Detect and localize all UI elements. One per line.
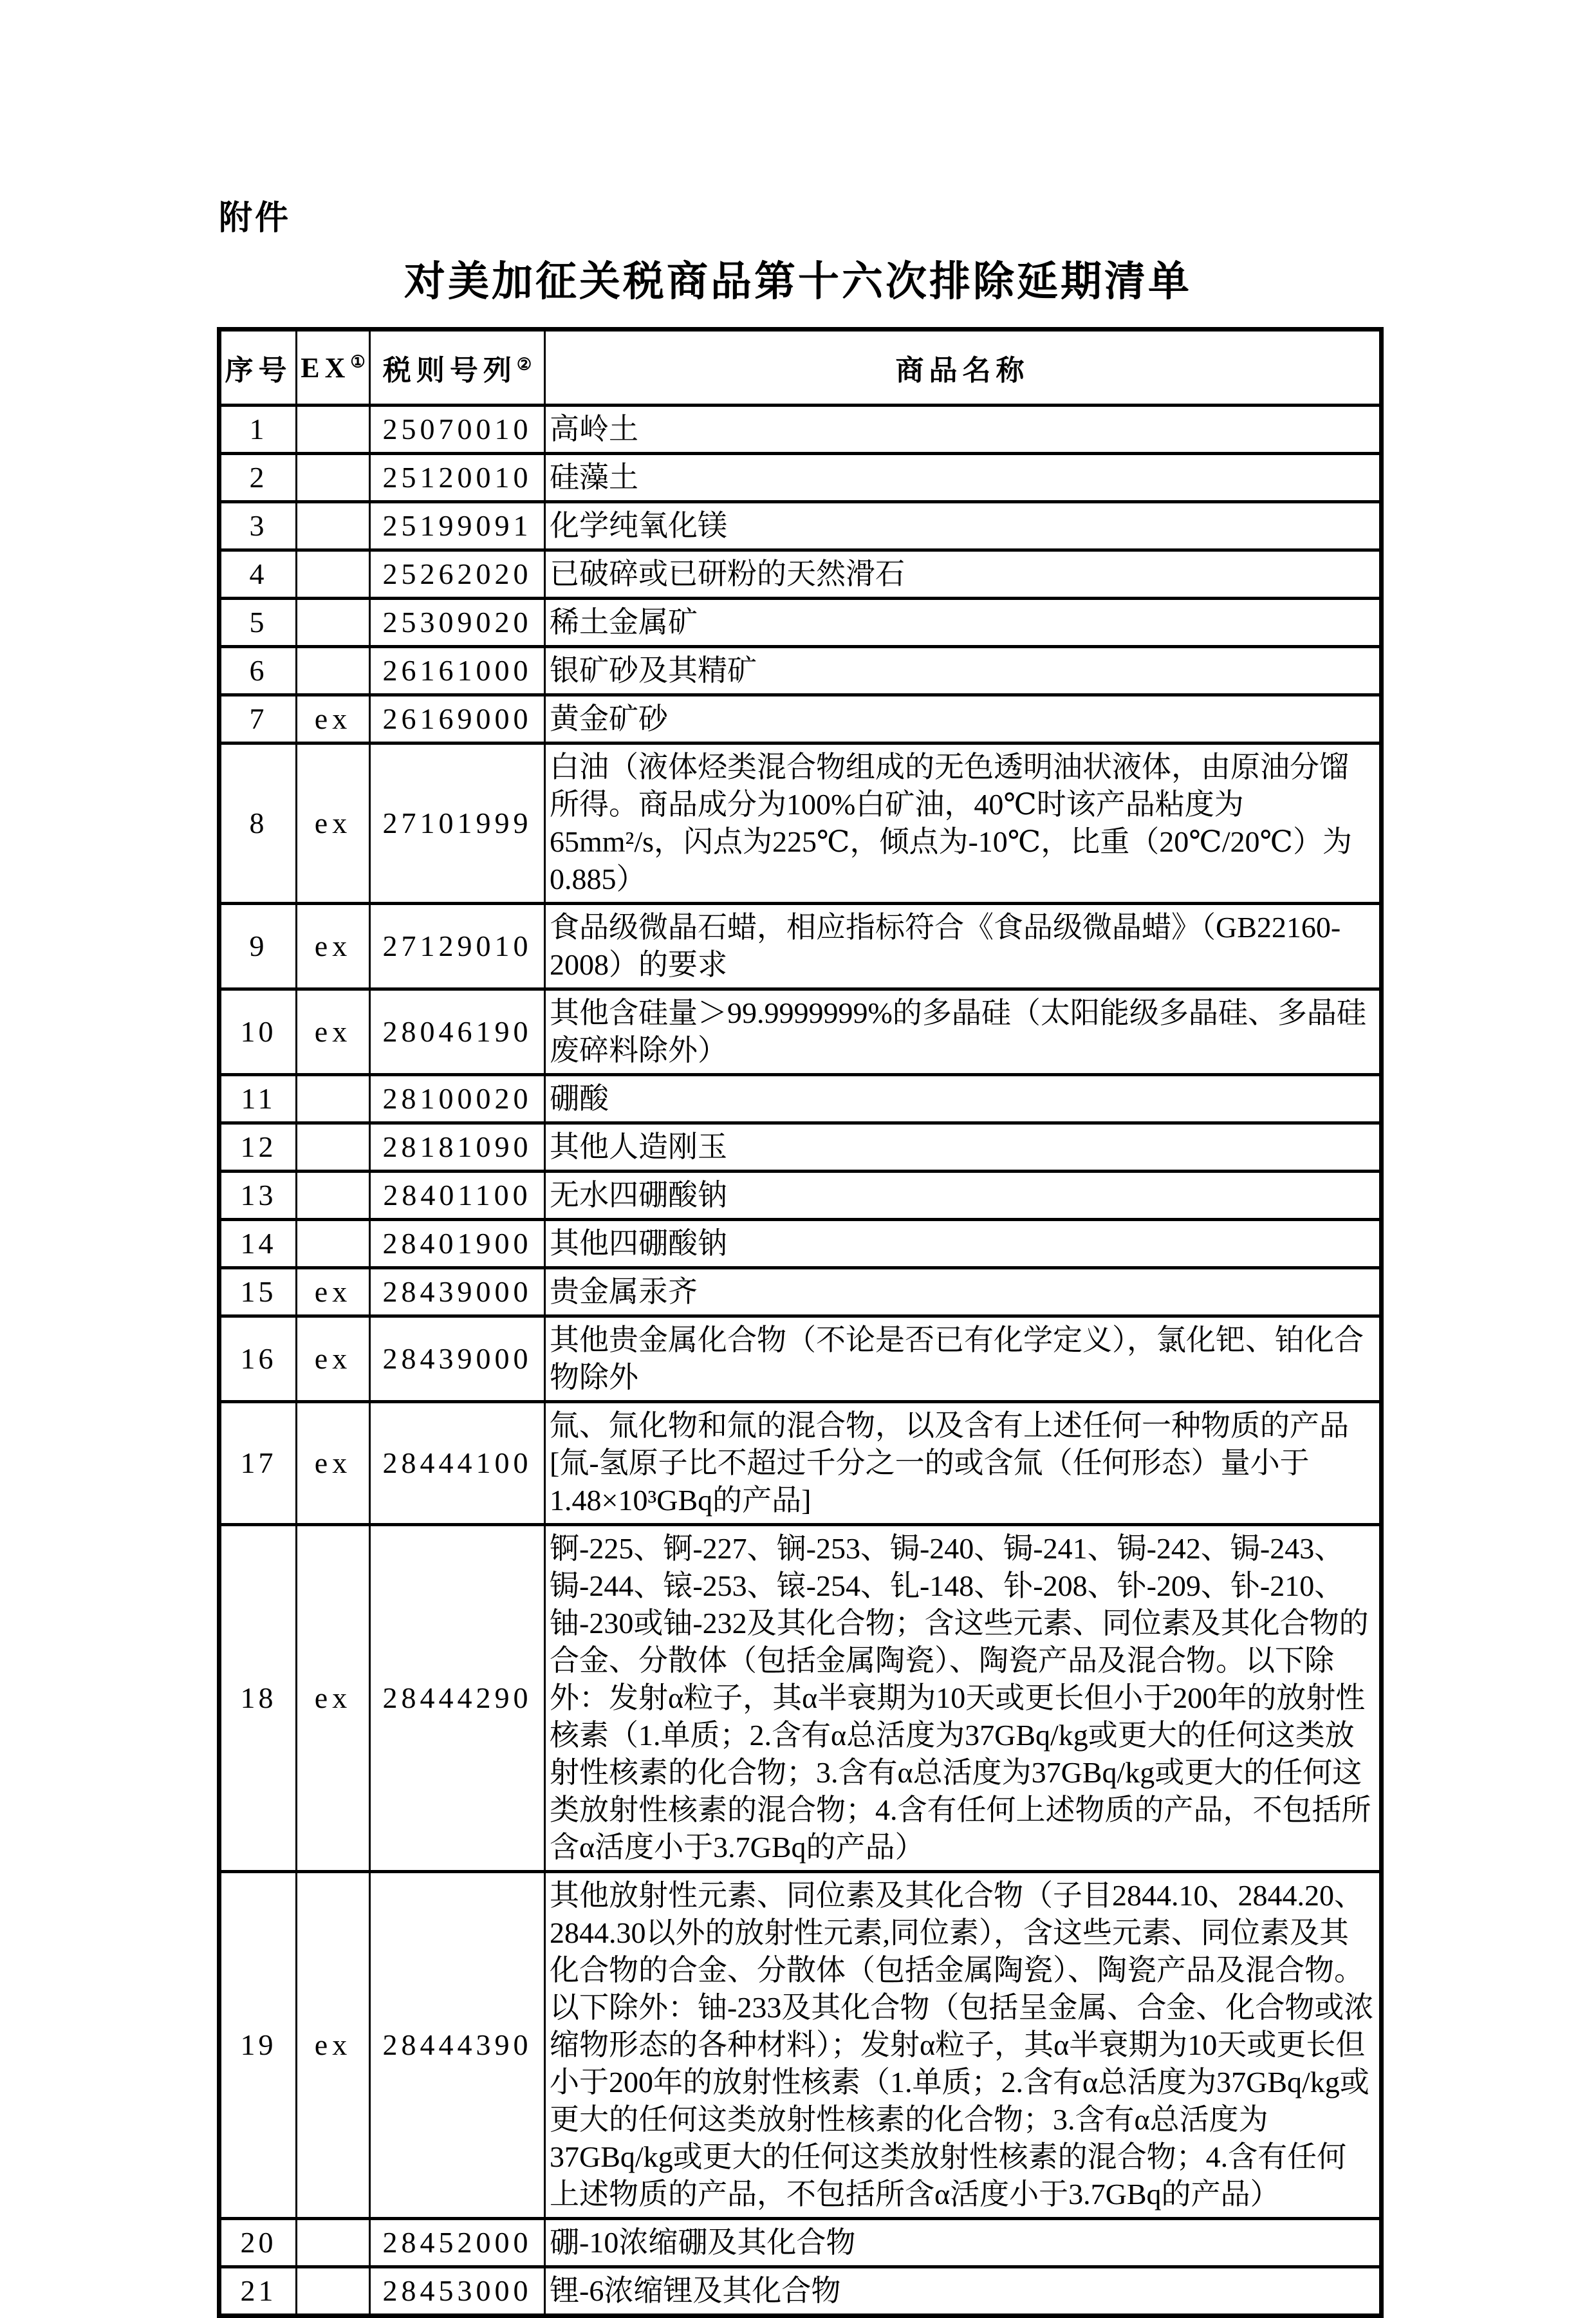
- row-ex-cell: [297, 1075, 370, 1123]
- row-serial-cell: 1: [219, 406, 297, 454]
- table-row: [219, 406, 1382, 454]
- row-ex-cell: ex: [297, 743, 370, 904]
- row-tariff-code-cell: 25199091: [370, 502, 545, 550]
- row-tariff-code-cell: 26161000: [370, 647, 545, 695]
- header-ex: [297, 330, 370, 406]
- row-ex-cell: [297, 1172, 370, 1220]
- row-product-name-cell: 贵金属汞齐: [545, 1268, 1382, 1316]
- table-row: [219, 695, 1382, 743]
- row-ex-cell: ex: [297, 1872, 370, 2219]
- row-product-name-cell: 高岭土: [545, 406, 1382, 454]
- header-serial-label: 序号: [225, 355, 292, 386]
- row-tariff-code-cell: 25262020: [370, 550, 545, 599]
- row-serial-cell: 14: [219, 1220, 297, 1268]
- row-serial-cell: 6: [219, 647, 297, 695]
- row-serial-cell: 8: [219, 743, 297, 904]
- row-tariff-code-cell: 28453000: [370, 2267, 545, 2316]
- row-tariff-code-cell: 27101999: [370, 743, 545, 904]
- row-ex-cell: ex: [297, 695, 370, 743]
- row-product-name-cell: 已破碎或已研粉的天然滑石: [545, 550, 1382, 599]
- row-tariff-code-cell: 25309020: [370, 599, 545, 647]
- table-header: [219, 330, 1382, 406]
- row-serial-cell: 10: [219, 989, 297, 1075]
- header-product-name: [545, 330, 1382, 406]
- table-row: [219, 1123, 1382, 1172]
- page-title: 对美加征关税商品第十六次排除延期清单: [404, 258, 1192, 304]
- table-row: [219, 647, 1382, 695]
- row-product-name-cell: 稀土金属矿: [545, 599, 1382, 647]
- table-row: [219, 1268, 1382, 1316]
- row-serial-cell: 15: [219, 1268, 297, 1316]
- row-product-name-cell: 无水四硼酸钠: [545, 1172, 1382, 1220]
- header-ex-footnote-mark: ①: [350, 351, 366, 371]
- row-product-name-cell: 其他含硅量＞99.9999999%的多晶硅（太阳能级多晶硅、多晶硅废碎料除外）: [545, 989, 1382, 1075]
- table-row: [219, 1402, 1382, 1525]
- row-ex-cell: ex: [297, 1525, 370, 1872]
- row-serial-cell: 17: [219, 1402, 297, 1525]
- row-ex-cell: ex: [297, 904, 370, 989]
- table-row: [219, 1075, 1382, 1123]
- row-tariff-code-cell: 28444100: [370, 1402, 545, 1525]
- row-product-name-cell: 白油（液体烃类混合物组成的无色透明油状液体，由原油分馏所得。商品成分为100%白矿油，40℃时该产品粘度为65mm²/s，闪点为225℃，倾点为-10℃，比重（20℃/20℃）为0.885）: [545, 743, 1382, 904]
- row-serial-cell: 7: [219, 695, 297, 743]
- row-tariff-code-cell: 28439000: [370, 1268, 545, 1316]
- row-product-name-cell: 氚、氚化物和氚的混合物，以及含有上述任何一种物质的产品[氚-氢原子比不超过千分之一的或含氚（任何形态）量小于1.48×10³GBq的产品]: [545, 1402, 1382, 1525]
- row-product-name-cell: 锂-6浓缩锂及其化合物: [545, 2267, 1382, 2316]
- table-row: [219, 2219, 1382, 2267]
- table-row: [219, 2267, 1382, 2316]
- row-ex-cell: [297, 454, 370, 502]
- row-serial-cell: 9: [219, 904, 297, 989]
- table-body: [219, 406, 1382, 2316]
- table-row: [219, 1316, 1382, 1402]
- header-product-name-label: 商品名称: [895, 355, 1030, 386]
- row-product-name-cell: 其他放射性元素、同位素及其化合物（子目2844.10、2844.20、2844.30以外的放射性元素,同位素），含这些元素、同位素及其化合物的合金、分散体（包括金属陶瓷）、陶瓷产品及混合物。以下除外：铀-233及其化合物（包括呈金属、合金、化合物或浓缩物形态的各种材料）；发射α粒子，其α半衰期为10天或更长但小于200年的放射性核素（1.单质；2.含有α总活度为37GBq/kg或更大的任何这类放射性核素的化合物；3.含有α总活度为37GBq/kg或更大的任何这类放射性核素的混合物；4.含有任何上述物质的产品，不包括所含α活度小于3.7GBq的产品）: [545, 1872, 1382, 2219]
- table-row: [219, 1172, 1382, 1220]
- row-tariff-code-cell: 28401100: [370, 1172, 545, 1220]
- table-row: [219, 454, 1382, 502]
- table-row: [219, 550, 1382, 599]
- row-product-name-cell: 其他人造刚玉: [545, 1123, 1382, 1172]
- header-tariff-code-label: 税则号列: [382, 355, 517, 386]
- row-product-name-cell: 硅藻土: [545, 454, 1382, 502]
- row-ex-cell: [297, 2219, 370, 2267]
- row-serial-cell: 11: [219, 1075, 297, 1123]
- header-ex-label: EX: [301, 351, 351, 384]
- row-serial-cell: 12: [219, 1123, 297, 1172]
- table-row: [219, 1220, 1382, 1268]
- row-ex-cell: [297, 599, 370, 647]
- row-serial-cell: 2: [219, 454, 297, 502]
- table-row: [219, 502, 1382, 550]
- row-ex-cell: ex: [297, 1268, 370, 1316]
- row-serial-cell: 19: [219, 1872, 297, 2219]
- exclusion-list-table: [217, 327, 1384, 2318]
- row-tariff-code-cell: 28046190: [370, 989, 545, 1075]
- row-tariff-code-cell: 28439000: [370, 1316, 545, 1402]
- row-product-name-cell: 黄金矿砂: [545, 695, 1382, 743]
- row-serial-cell: 13: [219, 1172, 297, 1220]
- header-row: [219, 330, 1382, 406]
- table-row: [219, 599, 1382, 647]
- row-tariff-code-cell: 25120010: [370, 454, 545, 502]
- row-ex-cell: [297, 550, 370, 599]
- row-product-name-cell: 化学纯氧化镁: [545, 502, 1382, 550]
- table-row: [219, 904, 1382, 989]
- row-ex-cell: [297, 502, 370, 550]
- header-serial: [219, 330, 297, 406]
- table-row: [219, 1872, 1382, 2219]
- row-serial-cell: 3: [219, 502, 297, 550]
- row-serial-cell: 4: [219, 550, 297, 599]
- row-ex-cell: [297, 406, 370, 454]
- row-serial-cell: 20: [219, 2219, 297, 2267]
- table-row: [219, 989, 1382, 1075]
- row-ex-cell: ex: [297, 1402, 370, 1525]
- row-product-name-cell: 硼-10浓缩硼及其化合物: [545, 2219, 1382, 2267]
- row-product-name-cell: 硼酸: [545, 1075, 1382, 1123]
- table-row: [219, 743, 1382, 904]
- row-serial-cell: 16: [219, 1316, 297, 1402]
- row-serial-cell: 21: [219, 2267, 297, 2316]
- row-serial-cell: 18: [219, 1525, 297, 1872]
- row-tariff-code-cell: 28444290: [370, 1525, 545, 1872]
- row-product-name-cell: 银矿砂及其精矿: [545, 647, 1382, 695]
- row-tariff-code-cell: 26169000: [370, 695, 545, 743]
- row-tariff-code-cell: 28452000: [370, 2219, 545, 2267]
- row-product-name-cell: 食品级微晶石蜡，相应指标符合《食品级微晶蜡》（GB22160-2008）的要求: [545, 904, 1382, 989]
- row-tariff-code-cell: 28181090: [370, 1123, 545, 1172]
- row-ex-cell: ex: [297, 1316, 370, 1402]
- row-ex-cell: [297, 2267, 370, 2316]
- header-tariff-footnote-mark: ②: [516, 355, 532, 374]
- row-ex-cell: ex: [297, 989, 370, 1075]
- row-ex-cell: [297, 647, 370, 695]
- row-tariff-code-cell: 28444390: [370, 1872, 545, 2219]
- row-product-name-cell: 其他四硼酸钠: [545, 1220, 1382, 1268]
- attachment-label: 附件: [219, 200, 292, 237]
- row-tariff-code-cell: 25070010: [370, 406, 545, 454]
- row-tariff-code-cell: 28100020: [370, 1075, 545, 1123]
- row-ex-cell: [297, 1123, 370, 1172]
- header-tariff-code: [370, 330, 545, 406]
- row-serial-cell: 5: [219, 599, 297, 647]
- row-product-name-cell: 锕-225、锕-227、锎-253、锔-240、锔-241、锔-242、锔-243、锔-244、锿-253、锿-254、钆-148、钋-208、钋-209、钋-210、铀-230或铀-232及其化合物；含这些元素、同位素及其化合物的合金、分散体（包括金属陶瓷）、陶瓷产品及混合物。以下除外：发射α粒子，其α半衰期为10天或更长但小于200年的放射性核素（1.单质；2.含有α总活度为37GBq/kg或更大的任何这类放射性核素的化合物；3.含有α总活度为37GBq/kg或更大的任何这类放射性核素的混合物；4.含有任何上述物质的产品，不包括所含α活度小于3.7GBq的产品）: [545, 1525, 1382, 1872]
- table-row: [219, 1525, 1382, 1872]
- row-tariff-code-cell: 28401900: [370, 1220, 545, 1268]
- row-ex-cell: [297, 1220, 370, 1268]
- row-product-name-cell: 其他贵金属化合物（不论是否已有化学定义），氯化钯、铂化合物除外: [545, 1316, 1382, 1402]
- row-tariff-code-cell: 27129010: [370, 904, 545, 989]
